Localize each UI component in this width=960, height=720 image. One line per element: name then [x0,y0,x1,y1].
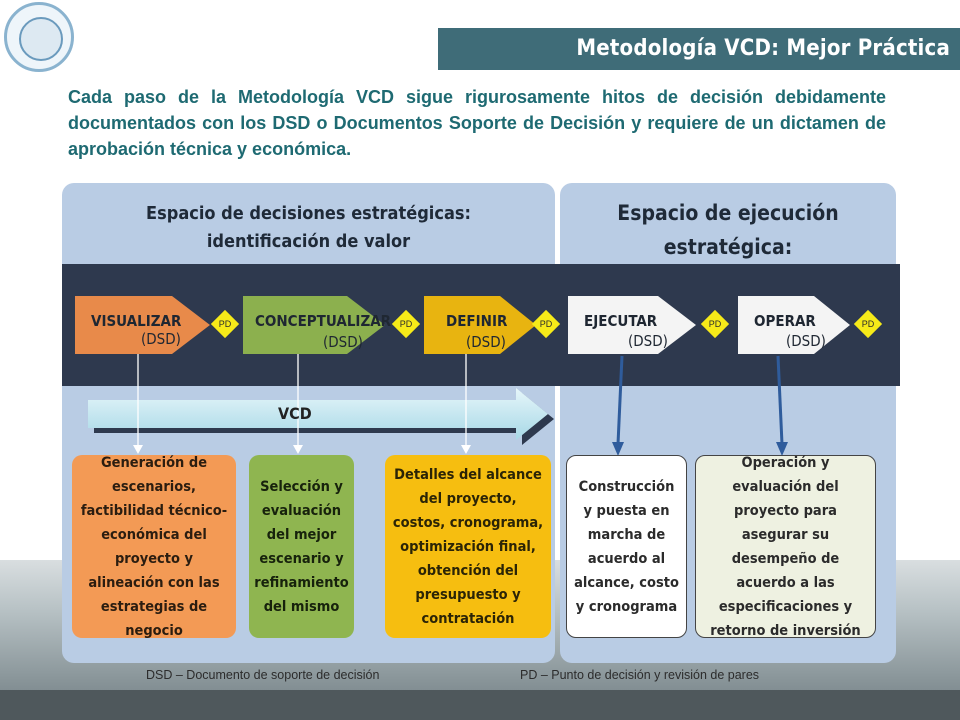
decision-point-label: PD [218,319,232,329]
decision-point-label: PD [399,319,413,329]
strategic-decisions-title: Espacio de decisiones estratégicas: identificación de valor [146,203,471,252]
decision-point-label: PD [861,319,875,329]
phase-operar: OPERAR (DSD) [738,296,850,354]
phase-definir: DEFINIR (DSD) [424,296,536,354]
strategic-execution-title: Espacio de ejecución estratégica: [617,201,839,259]
vcd-arrow [88,388,554,445]
page-title: Metodología VCD: Mejor Práctica [576,36,950,61]
phase-visualizar: VISUALIZAR (DSD) [75,296,210,354]
phase-ejecutar: EJECUTAR (DSD) [568,296,696,354]
detail-definir: Detalles del alcance del proyecto, costos, cronograma, optimización final, obtención del presupuesto y contratación [385,455,551,638]
detail-conceptualizar: Selección y evaluación del mejor escenario y refinamiento del mismo [249,455,354,638]
vcd-label: VCD [278,404,312,423]
footnote-dsd: DSD – Documento de soporte de decisión [146,668,380,682]
detail-ejecutar: Construcción y puesta en marcha de acuerdo al alcance, costo y cronograma [566,455,687,638]
execution-connectors [618,356,782,444]
detail-visualizar: Generación de escenarios, factibilidad técnico-económica del proyecto y alineación con las estrategias de negocio [72,455,236,638]
intro-paragraph: Cada paso de la Metodología VCD sigue rigurosamente hitos de decisión debidamente documentados con los DSD o Documentos Soporte de Decisión y requiere de un dictamen de aprobación técnica y económica. [68,87,886,159]
footnote-pd: PD – Punto de decisión y revisión de pares [520,668,760,682]
phase-conceptualizar: CONCEPTUALIZAR (DSD) [243,296,385,354]
detail-operar: Operación y evaluación del proyecto para asegurar su desempeño de acuerdo a las especificaciones y retorno de inversión [695,455,876,638]
decision-point-label: PD [708,319,722,329]
decision-point-label: PD [539,319,553,329]
